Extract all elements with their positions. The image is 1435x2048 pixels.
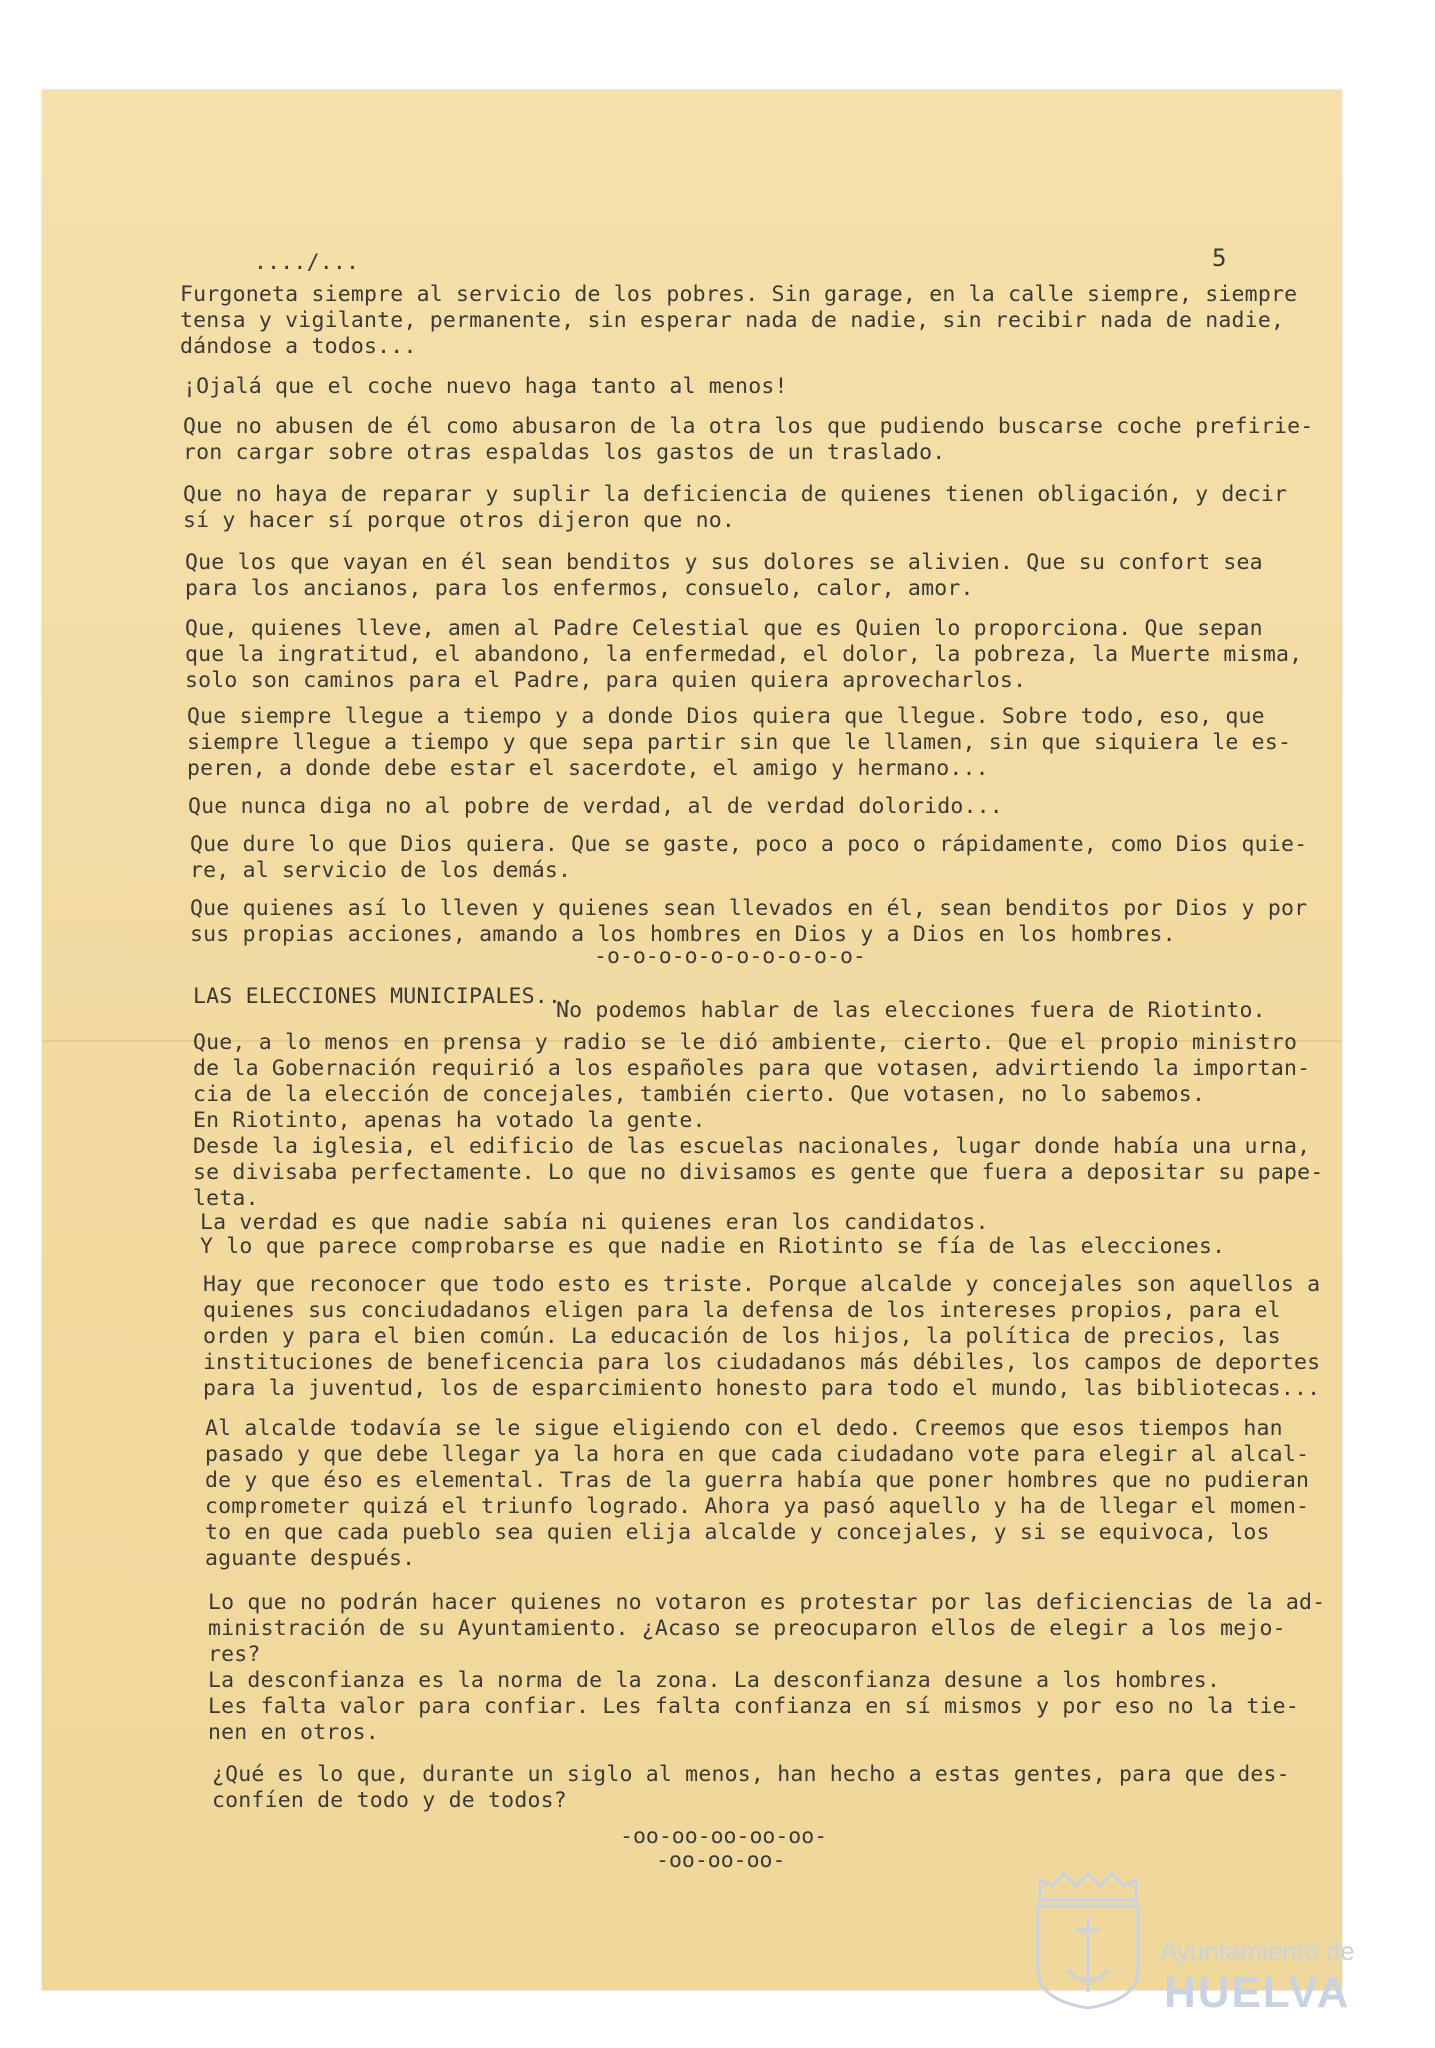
text-line: ministración de su Ayuntamiento. ¿Acaso se preocuparon ellos de elegir a los mejo-	[208, 1616, 1286, 1641]
text-line: La desconfianza es la norma de la zona. La desconfianza desune a los hombres.	[208, 1668, 1221, 1693]
text-line: En Riotinto, apenas ha votado la gente.	[193, 1108, 706, 1133]
text-line: se divisaba perfectamente. Lo que no divisamos es gente que fuera a depositar su pape-	[193, 1160, 1324, 1185]
text-line: res?	[208, 1642, 261, 1667]
watermark-line2: HUELVA	[1164, 1968, 1351, 2017]
text-line: Que siempre llegue a tiempo y a donde Dios quiera que llegue. Sobre todo, eso, que	[187, 704, 1265, 729]
text-line: Que no haya de reparar y suplir la deficiencia de quienes tienen obligación, y decir	[183, 482, 1288, 507]
text-line: aguante después.	[205, 1546, 416, 1571]
text-line: No podemos hablar de las elecciones fuera de Riotinto.	[556, 998, 1266, 1023]
watermark-line1: Ayuntamiento de	[1160, 1936, 1355, 1966]
text-line: Hay que reconocer que todo esto es triste. Porque alcalde y concejales son aquellos a	[203, 1272, 1321, 1297]
text-line: para los ancianos, para los enfermos, consuelo, calor, amor.	[185, 576, 974, 601]
text-line: Que no abusen de él como abusaron de la otra los que pudiendo buscarse coche prefirie-	[183, 414, 1314, 439]
text-line: Al alcalde todavía se le sigue eligiendo con el dedo. Creemos que esos tiempos han	[205, 1416, 1283, 1441]
text-line: peren, a donde debe estar el sacerdote, el amigo y hermano...	[187, 756, 989, 781]
text-line: pasado y que debe llegar ya la hora en que cada ciudadano vote para elegir al alcal-	[205, 1442, 1310, 1467]
text-line: Que, a lo menos en prensa y radio se le dió ambiente, cierto. Que el propio ministro	[193, 1030, 1298, 1055]
text-line: siempre llegue a tiempo y que sepa partir sin que le llamen, sin que siquiera le es-	[187, 730, 1292, 755]
text-line: dándose a todos...	[180, 334, 417, 359]
section-heading: LAS ELECCIONES MUNICIPALES...	[193, 984, 575, 1009]
text-line: nen en otros.	[208, 1720, 379, 1745]
text-line: comprometer quizá el triunfo logrado. Ahora ya pasó aquello y ha de llegar el momen-	[205, 1494, 1310, 1519]
text-line: de la Gobernación requirió a los españoles para que votasen, advirtiendo la importan-	[193, 1056, 1311, 1081]
text-line: quienes sus conciudadanos eligen para la defensa de los intereses propios, para el	[203, 1298, 1281, 1323]
text-line: de y que éso es elemental. Tras de la guerra había que poner hombres que no pudieran	[205, 1468, 1310, 1493]
text-line: Que quienes así lo lleven y quienes sean llevados en él, sean benditos por Dios y por	[190, 896, 1308, 921]
text-line: solo son caminos para el Padre, para quien quiera aprovecharlos.	[185, 668, 1027, 693]
text-line: sí y hacer sí porque otros dijeron que no.	[183, 508, 736, 533]
text-line: Que los que vayan en él sean benditos y sus dolores se alivien. Que su confort sea	[185, 550, 1263, 575]
page-number: 5	[1212, 244, 1227, 272]
closing-separator: -oo-oo-oo-oo-oo-	[620, 1824, 828, 1849]
text-line: Lo que no podrán hacer quienes no votaron es protestar por las deficiencias de la ad-	[208, 1590, 1326, 1615]
text-line: ¡Ojalá que el coche nuevo haga tanto al menos!	[183, 374, 788, 399]
closing-separator: -oo-oo-oo-	[656, 1848, 786, 1873]
text-line: cia de la elección de concejales, también cierto. Que votasen, no lo sabemos.	[193, 1082, 1206, 1107]
text-line: Que dure lo que Dios quiera. Que se gaste, poco a poco o rápidamente, como Dios quie-	[190, 832, 1308, 857]
text-line: instituciones de beneficencia para los ciudadanos más débiles, los campos de deportes	[203, 1350, 1321, 1375]
text-line: que la ingratitud, el abandono, la enfermedad, el dolor, la pobreza, la Muerte misma,	[185, 642, 1303, 667]
text-line: orden y para el bien común. La educación de los hijos, la política de precios, las	[203, 1324, 1281, 1349]
text-line: ¿Qué es lo que, durante un siglo al menos, han hecho a estas gentes, para que des-	[212, 1762, 1290, 1787]
text-line: Que, quienes lleve, amen al Padre Celestial que es Quien lo proporciona. Que sepan	[185, 616, 1263, 641]
text-line: Que nunca diga no al pobre de verdad, al de verdad dolorido...	[188, 794, 1003, 819]
text-line: confíen de todo y de todos?	[212, 1788, 567, 1813]
text-line: to en que cada pueblo sea quien elija alcalde y concejales, y si se equivoca, los	[205, 1520, 1270, 1545]
continuation-mark: ..../...	[254, 250, 360, 275]
text-line: ron cargar sobre otras espaldas los gastos de un traslado.	[183, 440, 946, 465]
text-line: Desde la iglesia, el edificio de las escuelas nacionales, lugar donde había una urna,	[193, 1134, 1311, 1159]
text-line: para la juventud, los de esparcimiento honesto para todo el mundo, las bibliotecas...	[203, 1376, 1321, 1401]
text-line: Furgoneta siempre al servicio de los pobres. Sin garage, en la calle siempre, siempre	[180, 282, 1298, 307]
text-line: re, al servicio de los demás.	[190, 858, 572, 883]
section-separator: -o-o-o-o-o-o-o-o-o-o-	[594, 944, 866, 969]
text-line: Y lo que parece comprobarse es que nadie en Riotinto se fía de las elecciones.	[200, 1234, 1226, 1259]
text-line: La verdad es que nadie sabía ni quienes eran los candidatos.	[200, 1210, 989, 1235]
text-line: tensa y vigilante, permanente, sin esperar nada de nadie, sin recibir nada de nadie,	[180, 308, 1285, 333]
text-line: sus propias acciones, amando a los hombres en Dios y a Dios en los hombres.	[190, 922, 1176, 947]
text-line: Les falta valor para confiar. Les falta confianza en sí mismos y por eso no la tie-	[208, 1694, 1299, 1719]
text-line: leta.	[193, 1186, 259, 1211]
